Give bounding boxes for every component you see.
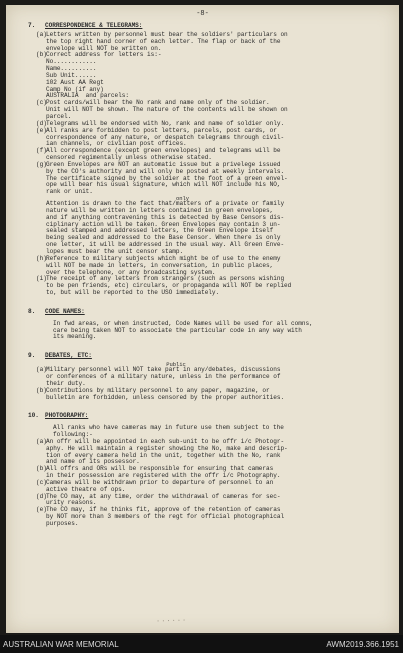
item-label: (d)	[36, 492, 47, 500]
item-label: (b)	[36, 386, 47, 394]
body-line: in their possession are registered with the offr i/c Photography.	[46, 472, 281, 480]
body-line: rank or unit.	[46, 188, 93, 196]
section-7-item-e	[6, 128, 399, 149]
body-line: its meaning.	[53, 333, 97, 341]
body-line: Military personnel will NOT take part in any/debates, discussions	[46, 366, 281, 374]
body-line: parcel.	[46, 112, 72, 120]
section-title: CODE NAMES:	[45, 307, 85, 315]
address-line: Name..........	[46, 65, 97, 73]
section-9-item-b	[6, 388, 399, 402]
address-line: Sub Unit......	[46, 71, 97, 79]
body-line: by NOT more than 3 members of the regt for official photographical	[46, 513, 285, 521]
body-line: Contributions by military personnel to any paper, magazine, or	[46, 386, 270, 394]
body-line: or conferences of a military nature, unless in the performance of	[46, 372, 281, 380]
body-line: All offrs and ORs will be responsible for ensuring that cameras	[46, 465, 274, 473]
section-10-item-d	[6, 494, 399, 508]
item-label: (b)	[36, 465, 47, 473]
address-line: Camp No (if any)	[46, 85, 104, 93]
body-line: and name of its possessor.	[46, 458, 140, 466]
body-line: Reference to military subjects which might be of use to the enemy	[46, 254, 281, 262]
archive-footer	[0, 635, 403, 653]
item-label: (i)	[36, 275, 47, 283]
body-line: aphy. He will maintain a register showing the No, make and descrip-	[46, 444, 288, 452]
section-7-item-h	[6, 256, 399, 277]
body-line: tion of every camera held in the unit, together with the No, rank	[46, 451, 281, 459]
address-line: No............	[46, 58, 97, 66]
item-label: (a)	[36, 366, 47, 374]
item-label: (a)	[36, 437, 47, 445]
body-line: All correspondence (except green envelopes) and telegrams will be	[46, 147, 281, 155]
body-line: ian channels, or civilian post offices.	[46, 140, 187, 148]
body-line: ope will bear his usual signature, which will NOT include his NO,	[46, 181, 281, 189]
body-line: being sealed and addressed to the Base Censor. When there is only	[46, 234, 281, 242]
body-line: Attention is drawn to the fact that/matters of a private or family	[46, 200, 285, 208]
section-8-body	[6, 321, 399, 342]
section-number: 8.	[28, 307, 36, 315]
page-number: -8-	[196, 10, 209, 18]
body-line: Correct address for letters is:-	[46, 51, 162, 59]
body-line: censored regimentally unless otherwise stated.	[46, 154, 212, 162]
item-label: (b)	[36, 51, 47, 59]
section-7-item-a	[6, 32, 399, 53]
section-10-intro	[6, 425, 399, 439]
item-label: (c)	[36, 478, 47, 486]
section-10-item-c	[6, 480, 399, 494]
body-line: to, but will be reported to the USO immediately.	[46, 289, 220, 297]
section-number: 10.	[28, 412, 39, 420]
body-line: Cameras will be withdrawn prior to departure of personnel to an	[46, 478, 274, 486]
footer-institution: AUSTRALIAN WAR MEMORIAL	[3, 640, 119, 649]
section-7-heading	[28, 23, 399, 30]
item-label: (c)	[36, 99, 47, 107]
body-line: will NOT be made in letters, in conversation, in public places,	[46, 261, 274, 269]
body-line: and if anything contravening this is detected by Base Censors dis-	[46, 213, 285, 221]
body-line: The receipt of any letters from strangers (such as persons wishing	[46, 275, 285, 283]
item-label: (d)	[36, 119, 47, 127]
section-10-heading	[28, 413, 399, 420]
item-label: (e)	[36, 506, 47, 514]
handwritten-insertion: only	[46, 195, 190, 203]
body-line: Post cards/will bear the No rank and name only of the soldier.	[46, 99, 270, 107]
section-9-heading	[28, 353, 399, 360]
body-line: In fwd areas, or when instructed, Code Names will be used for all comns,	[53, 319, 313, 327]
body-line: following:-	[53, 431, 93, 439]
section-9-item-a	[6, 362, 399, 388]
body-line: lopes must bear the unit censor stamp.	[46, 248, 184, 255]
body-line: to be pen friends, etc) circulars, or propaganda will NOT be replied	[46, 282, 292, 290]
item-label: (a)	[36, 30, 47, 38]
section-title: PHOTOGRAPHY:	[45, 412, 89, 420]
body-line: All ranks who have cameras may in future use them subject to the	[53, 424, 284, 432]
handwritten-insertion: Public	[46, 361, 186, 369]
body-line: by the CO's authority and will only be posted at weekly intervals.	[46, 167, 285, 175]
document-page	[6, 5, 399, 633]
body-line: An offr will be appointed in each sub-unit to be offr i/c Photogr-	[46, 437, 285, 445]
section-10-item-a	[6, 439, 399, 466]
body-line: the top right hand corner of each letter. The flap or back of the	[46, 37, 281, 45]
body-line: The CO may, if he thinks fit, approve of the retention of cameras	[46, 506, 281, 514]
body-line: envelope will NOT be written on.	[46, 44, 162, 52]
faded-stamp: ......	[155, 615, 188, 625]
section-title: DEBATES, ETC:	[45, 352, 92, 360]
section-7-item-f	[6, 148, 399, 162]
item-label: (e)	[36, 126, 47, 134]
body-line: Letters written by personnel must bear the soldiers' particulars on	[46, 30, 288, 38]
section-7-item-g	[6, 162, 399, 256]
section-number: 7.	[28, 22, 36, 29]
body-line: sealed stamped and addressed letters, the Green Envelope itself	[46, 227, 274, 235]
document-body	[6, 23, 399, 528]
body-line: All ranks are forbidden to post letters, parcels, post cards, or	[46, 126, 277, 134]
section-7-item-i	[6, 276, 399, 297]
body-line: The CO may, at any time, order the withdrawal of cameras for sec-	[46, 492, 281, 500]
body-line: over the telephone, or any broadcasting system.	[46, 268, 216, 276]
body-line: their duty.	[46, 379, 86, 387]
body-line: active theatre of ops.	[46, 485, 126, 493]
item-label: (g)	[36, 160, 47, 168]
item-label: (f)	[36, 147, 47, 155]
section-number: 9.	[28, 352, 36, 360]
section-title: CORRESPONDENCE & TELEGRAMS:	[45, 22, 143, 29]
body-line: Telegrams will be endorsed with No, rank and name of soldier only.	[46, 119, 285, 127]
section-10-item-b	[6, 466, 399, 480]
body-line: nature will be written in letters contained in green envelopes,	[46, 206, 274, 214]
body-line: Green Envelopes are NOT an automatic issue but a privelege issued	[46, 160, 281, 168]
address-line: AUSTRALIA and parcels:	[46, 92, 129, 100]
footer-accession-number: AWM2019.366.1951	[326, 640, 399, 649]
address-line: 102 Aust AA Regt	[46, 78, 104, 86]
body-line: Unit will NOT be shown. The nature of the contents will be shown on	[46, 106, 288, 114]
body-line: The certificate signed by the soldier at the foot of a green envel-	[46, 174, 288, 182]
body-line: correspondence of any nature, or despatch telegrams through civil-	[46, 133, 285, 141]
body-line: purposes.	[46, 520, 79, 527]
body-line: ciplinary action will be taken. Green Envelopes may contain 3 un-	[46, 220, 281, 228]
body-line: one letter, it will be addressed in the usual way. All Green Enve-	[46, 241, 285, 249]
body-line: care being taken NOT to associate the particular code in any way with	[53, 326, 302, 334]
section-8-heading	[28, 309, 399, 316]
item-label: (h)	[36, 254, 47, 262]
section-7-item-c	[6, 100, 399, 121]
body-line: bulletin are forbidden, unless censored by the proper authorities.	[46, 393, 285, 401]
section-7-item-b	[6, 52, 399, 100]
body-line: urity reasons.	[46, 499, 97, 507]
section-10-item-e	[6, 507, 399, 528]
